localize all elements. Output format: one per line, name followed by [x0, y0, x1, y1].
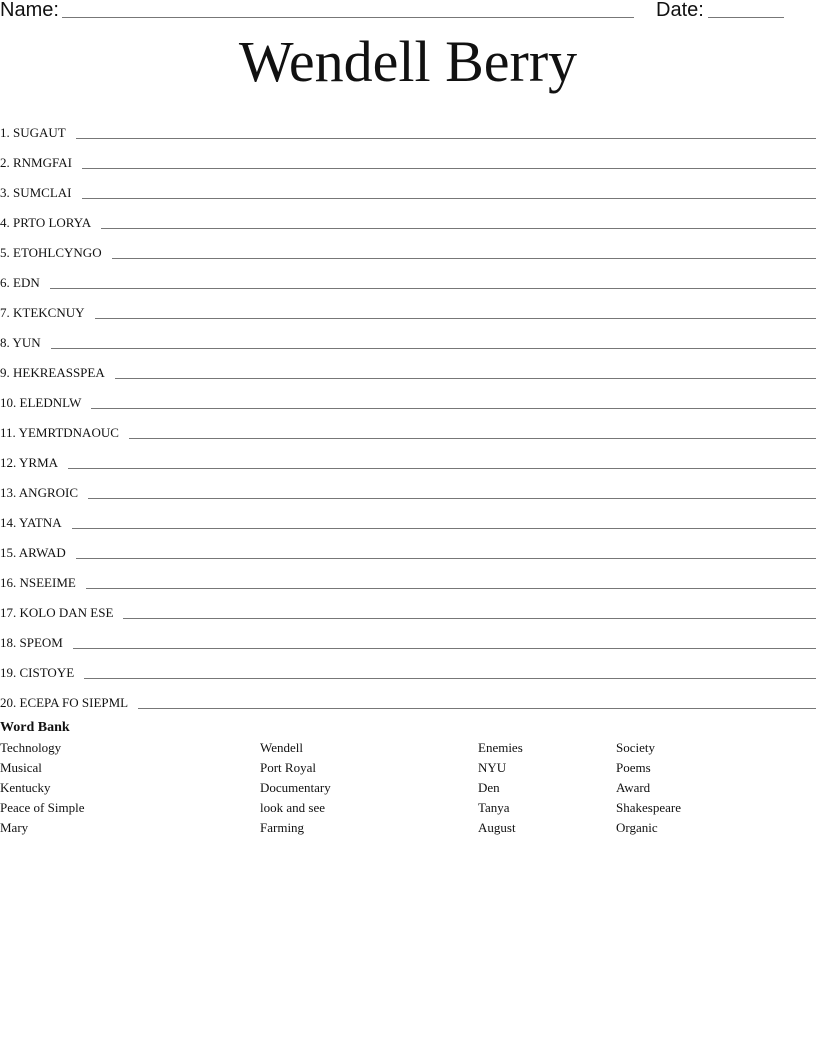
scrambled-word: ELEDNLW	[19, 395, 82, 410]
item-number: 10.	[0, 395, 17, 410]
scramble-item	[0, 322, 816, 352]
item-number: 17.	[0, 605, 17, 620]
word-bank-word: Wendell	[260, 740, 303, 755]
word-bank-word: Shakespeare	[616, 800, 681, 815]
answer-line[interactable]	[115, 378, 816, 379]
item-number: 5.	[0, 245, 10, 260]
word-bank-word: Kentucky	[0, 780, 51, 795]
scramble-text	[0, 665, 74, 682]
item-number: 3.	[0, 185, 10, 200]
word-bank-word: Technology	[0, 740, 62, 755]
scrambled-word: HEKREASSPEA	[13, 365, 105, 380]
scrambled-word: RNMGFAI	[13, 155, 72, 170]
word-bank-word: Den	[478, 780, 500, 795]
answer-line[interactable]	[112, 258, 816, 259]
answer-line[interactable]	[50, 288, 816, 289]
scramble-item	[0, 472, 816, 502]
scramble-list	[0, 112, 816, 712]
scramble-item	[0, 382, 816, 412]
scramble-text	[0, 635, 63, 652]
item-number: 7.	[0, 305, 10, 320]
word-bank-word: Enemies	[478, 740, 523, 755]
scrambled-word: YUN	[12, 335, 41, 350]
item-number: 8.	[0, 335, 10, 350]
scrambled-word: YRMA	[19, 455, 59, 470]
scrambled-word: ECEPA FO SIEPML	[19, 695, 129, 710]
item-number: 9.	[0, 365, 10, 380]
scramble-text	[0, 245, 102, 262]
scramble-item	[0, 682, 816, 712]
scramble-text	[0, 155, 72, 172]
item-number: 6.	[0, 275, 10, 290]
scramble-item	[0, 262, 816, 292]
word-bank-word: Port Royal	[260, 760, 316, 775]
page-title: Wendell Berry	[238, 29, 578, 94]
word-bank-word: Mary	[0, 820, 29, 835]
word-bank-column	[0, 739, 84, 839]
scramble-item	[0, 202, 816, 232]
word-bank-word: Farming	[260, 820, 305, 835]
item-number: 18.	[0, 635, 17, 650]
word-bank-word: Peace of Simple	[0, 800, 85, 815]
name-label: Name:	[0, 0, 59, 21]
item-number: 11.	[0, 425, 16, 440]
scramble-item	[0, 592, 816, 622]
word-bank-word: Documentary	[260, 780, 331, 795]
answer-line[interactable]	[82, 168, 816, 169]
scramble-text	[0, 125, 66, 142]
item-number: 14.	[0, 515, 17, 530]
answer-line[interactable]	[51, 348, 816, 349]
answer-line[interactable]	[95, 318, 816, 319]
word-bank-word: Society	[616, 740, 655, 755]
name-line[interactable]	[62, 17, 634, 18]
word-bank-word: Tanya	[478, 800, 510, 815]
scramble-item	[0, 562, 816, 592]
word-bank-word: Musical	[0, 760, 42, 775]
scramble-item	[0, 352, 816, 382]
scrambled-word: EDN	[13, 275, 40, 290]
answer-line[interactable]	[129, 438, 816, 439]
scrambled-word: YEMRTDNAOUC	[18, 425, 119, 440]
word-bank-title: Word Bank	[0, 720, 70, 735]
scrambled-word: ARWAD	[18, 545, 66, 560]
word-bank-word: NYU	[478, 760, 507, 775]
scrambled-word: CISTOYE	[19, 665, 75, 680]
scramble-item	[0, 652, 816, 682]
word-bank-word: look and see	[260, 800, 325, 815]
word-bank-column	[478, 739, 523, 839]
answer-line[interactable]	[91, 408, 816, 409]
scramble-text	[0, 395, 81, 412]
item-number: 16.	[0, 575, 17, 590]
scramble-text	[0, 455, 58, 472]
word-bank-column	[616, 739, 681, 839]
scramble-text	[0, 275, 40, 292]
scramble-text	[0, 545, 66, 562]
word-bank-word: Award	[616, 780, 651, 795]
scrambled-word: KTEKCNUY	[13, 305, 85, 320]
scrambled-word: NSEEIME	[19, 575, 76, 590]
scramble-item	[0, 622, 816, 652]
scrambled-word: ETOHLCYNGO	[13, 245, 102, 260]
answer-line[interactable]	[123, 618, 816, 619]
scramble-text	[0, 605, 113, 622]
scramble-item	[0, 142, 816, 172]
answer-line[interactable]	[76, 558, 816, 559]
word-bank-column	[260, 739, 331, 839]
answer-line[interactable]	[68, 468, 816, 469]
scramble-text	[0, 335, 41, 352]
scramble-item	[0, 112, 816, 142]
answer-line[interactable]	[138, 708, 816, 709]
scrambled-word: PRTO LORYA	[13, 215, 92, 230]
item-number: 12.	[0, 455, 17, 470]
item-number: 2.	[0, 155, 10, 170]
scramble-item	[0, 442, 816, 472]
scramble-item	[0, 292, 816, 322]
header-row	[0, 0, 816, 24]
scramble-text	[0, 485, 78, 502]
scrambled-word: ANGROIC	[18, 485, 79, 500]
word-bank-word: Organic	[616, 820, 658, 835]
date-label: Date:	[656, 0, 704, 21]
answer-line[interactable]	[82, 198, 816, 199]
scrambled-word: KOLO DAN ESE	[19, 605, 114, 620]
answer-line[interactable]	[101, 228, 816, 229]
answer-line[interactable]	[84, 678, 816, 679]
scramble-text	[0, 575, 76, 592]
word-bank-word: August	[478, 820, 516, 835]
scramble-item	[0, 502, 816, 532]
scramble-text	[0, 425, 119, 442]
scrambled-word: YATNA	[19, 515, 62, 530]
scramble-item	[0, 412, 816, 442]
scramble-text	[0, 695, 128, 712]
scramble-text	[0, 215, 91, 232]
scrambled-word: SUMCLAI	[13, 185, 72, 200]
scramble-item	[0, 532, 816, 562]
answer-line[interactable]	[72, 528, 816, 529]
item-number: 4.	[0, 215, 10, 230]
word-bank-word: Poems	[616, 760, 651, 775]
scrambled-word: SPEOM	[19, 635, 63, 650]
answer-line[interactable]	[73, 648, 816, 649]
answer-line[interactable]	[86, 588, 816, 589]
scramble-text	[0, 185, 72, 202]
scramble-text	[0, 365, 105, 382]
item-number: 13.	[0, 485, 17, 500]
item-number: 1.	[0, 125, 10, 140]
scramble-text	[0, 515, 62, 532]
answer-line[interactable]	[88, 498, 816, 499]
item-number: 15.	[0, 545, 17, 560]
date-line[interactable]	[708, 17, 784, 18]
scrambled-word: SUGAUT	[13, 125, 66, 140]
item-number: 20.	[0, 695, 17, 710]
scramble-item	[0, 172, 816, 202]
item-number: 19.	[0, 665, 17, 680]
scramble-text	[0, 305, 85, 322]
answer-line[interactable]	[76, 138, 816, 139]
scramble-item	[0, 232, 816, 262]
